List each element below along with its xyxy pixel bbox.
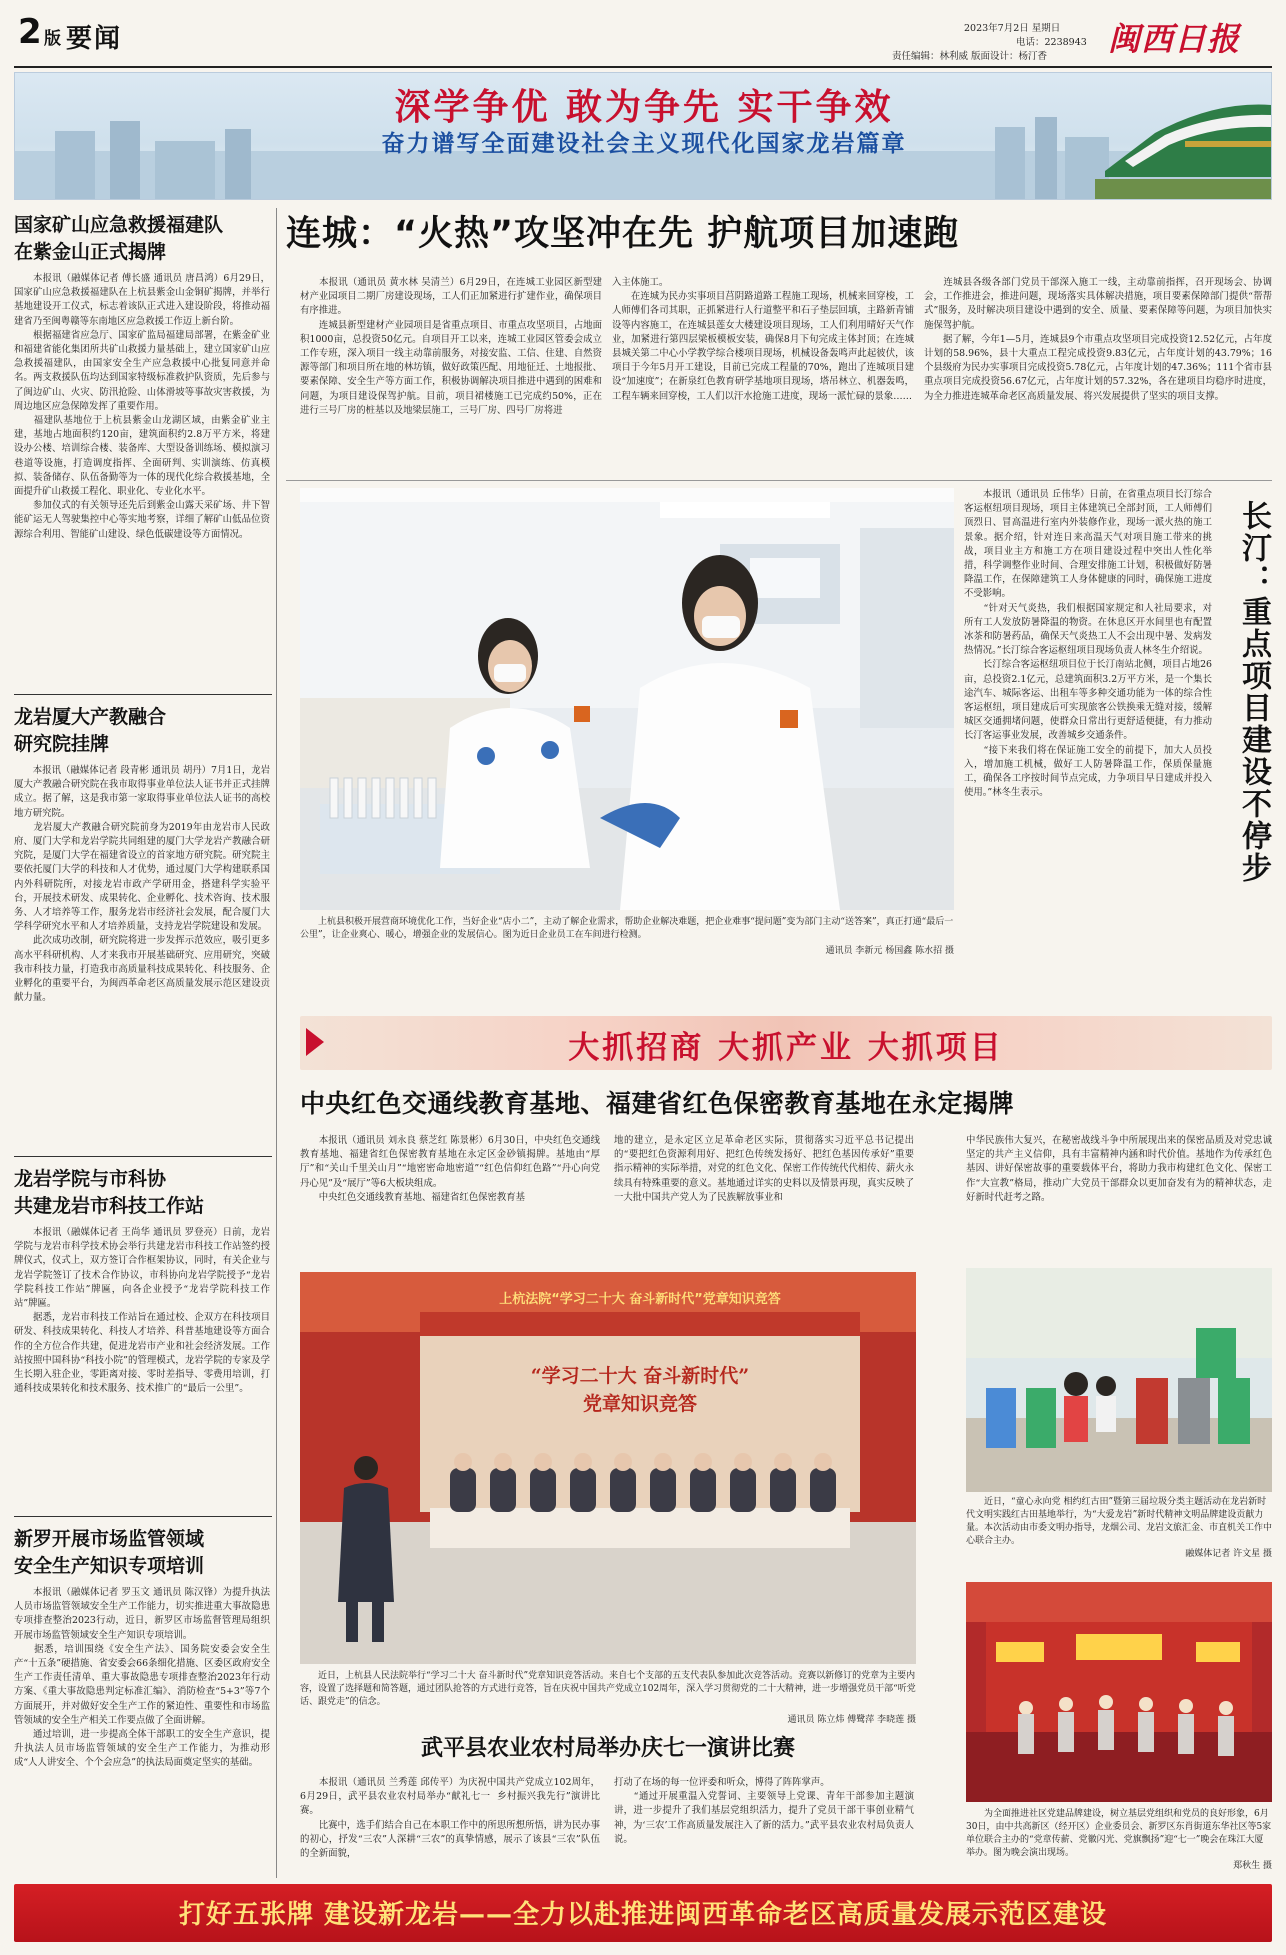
editors: 责任编辑：林利威 版面设计：杨汀香 (892, 51, 1048, 62)
left-divider-2 (14, 1156, 272, 1157)
lead-body-col-2: 入主体施工。 在连城为民办实事项目莒阴路道路工程施工现场，机械来回穿梭，工人师傅们各司其职，正抓紧进行人行道整平和石子垫层回填，主路新青铺设等内容施工，在连城县莲女大楼建设项目现场，工人们利用晴好天气作业，加紧进行第四层梁板模板安装，确保8月下旬完成主体封顶；在连城县城关第二中心小学教学综合楼项目现场，机械设备轰鸣声此起彼伏，该项目于今年5月开工建设，目前已完成工程量的70%，跑出了连城项目建设“加速度”；在新泉红色教育研学基地项目现场，塔吊林立、机器轰鸣，工程车辆来回穿梭，工人们以汗水抢施工进度，现场一派忙碌的景象…… (612, 277, 914, 402)
paper-logo: 闽西日报 (1108, 20, 1241, 58)
garbage-sorting-caption: 近日，“童心永向党 相约红古田”暨第三届垃圾分类主题活动在龙岩新时代文明实践红古田基地举行，为“大爱龙岩”新时代精神文明品牌建设贡献力量。本次活动由市委文明办指导，龙烟公司、龙岩文旅汇金、市直机关工作中心联合主办。 (966, 1497, 1272, 1546)
article-body-safety-training: 本报讯（融媒体记者 罗玉文 通讯员 陈汉锋）为提升执法人员市场监管领域安全生产工作能力，切实推进重大事故隐患专项排查整治2023行动，近日，新罗区市场监督管理局组织开展市场监管领域安全生产知识专项培训。 据悉，培训围绕《安全生产法》、国务院安委会安全生产“十五条”硬措施、省安委会66条细化措施、区委区政府安全生产工作责任清单、重大事故隐患专项排查整治2023年行动方案、《重大事故隐患判定标准汇编》、消防检查“5+3”等7个方面展开，并对做好安全生产工作的紧迫性、重要性和市场监管领域的安全生产相关工作要点做了全面讲解。 通过培训，进一步提高全体干部职工的安全生产意识，提升执法人员市场监管领域的安全生产工作能力，为推动形成“人人讲安全、个个会应急”的执法局面奠定坚实的基础。 (14, 1587, 270, 1769)
page-number: 2 (18, 12, 42, 52)
yongding-body-col-3: 中华民族伟大复兴，在秘密战线斗争中所展现出来的保密品质及对党忠诚坚定的共产主义信仰，具有丰富精神内涵和时代价值。基地作为传承红色基因、讲好保密故事的重要载体平台，将助力我市构建红色文化、保密工作“大宣教”格局，推动广大党员干部群众以更加奋发有为的精神状态，走好新时代赶考之路。 (966, 1135, 1272, 1203)
footer-banner-text: 打好五张牌 建设新龙岩——全力以赴推进闽西革命老区高质量发展示范区建设 (178, 1900, 1108, 1930)
garbage-sorting-credit: 融媒体记者 许文星 摄 (1185, 1549, 1272, 1559)
wuping-body-col-1: 本报讯（通讯员 兰秀莲 邱传平）为庆祝中国共产党成立102周年，6月29日，武平县农业农村局举办“献礼七一 乡村振兴我先行”演讲比赛。 比赛中，选手们结合自己在本职工作中的所思所想所悟，讲为民办事的初心，抒发“三农”人深耕“三农”的真挚情感，展示了该县“三农”队伍的全新面貌， (300, 1777, 600, 1860)
lab-photo (300, 488, 954, 910)
lab-photo-illustration (300, 488, 954, 910)
lab-photo-credit: 通讯员 李新元 杨国鑫 陈水招 摄 (825, 946, 954, 956)
yongding-body-col-1: 本报讯（通讯员 刘永良 蔡芝红 陈景彬）6月30日，中央红色交通线教育基地、福建省红色保密教育基地在永定区金砂镇揭牌。基地由“厚厅”和“关山千里关山月”“地密密命地密道”“红色信仰红色路”“丹心向党丹心见”及“展厅”等6大板块组成。 中央红色交通线教育基地、福建省红色保密教育基 (300, 1135, 600, 1203)
quiz-photo (300, 1272, 916, 1664)
banner-line-2: 奋力谱写全面建设社会主义现代化国家龙岩篇章 (381, 130, 907, 157)
changting-vertical-title: 长汀：重点项目建设不停步 (1236, 500, 1271, 884)
masthead (14, 12, 1276, 64)
phone: 电话：2238943 (1016, 37, 1087, 48)
masthead-rule (14, 66, 1272, 68)
party-evening-photo (966, 1582, 1272, 1802)
lab-photo-caption: 上杭县积极开展营商环境优化工作，当好企业“店小二”，主动了解企业需求，帮助企业解决难题，把企业难事“提问题”变为部门主动“送答案”，真正打通“最后一公里”，让企业爽心、暖心，增强企业的发展信心。图为近日企业员工在车间进行检测。 (300, 917, 954, 940)
lead-headline: 连城：“火热”攻坚冲在先 护航项目加速跑 (286, 214, 960, 254)
left-column-rule (276, 208, 277, 1878)
article-title-safety-training: 新罗开展市场监管领域 安全生产知识专项培训 (14, 1528, 205, 1577)
changting-body: 本报讯（通讯员 丘伟华）日前，在省重点项目长汀综合客运枢纽项目现场，项目主体建筑已全部封顶，工人师傅们顶烈日、冒高温进行室内外装修作业，现场一派火热的施工景象。据介绍，针对连日来高温天气对项目施工带来的挑战，项目业主方和施工方在项目建设过程中突出人性化举措，科学调整作业时间、合理安排施工计划，积极做好防暑降温工作，在保障建筑工人身体健康的同时，确保施工进度不受影响。 “针对天气炎热，我们根据国家规定和人社局要求，对所有工人发放防暑降温的物资。在休息区开水间里也有配置冰茶和防暑药品，确保天气炎热工人不会出现中暑、发病发热情况。”长汀综合客运枢纽项目现场负责人林冬生介绍说。 长汀综合客运枢纽项目位于长汀南站北侧，项目占地26亩，总投资2.1亿元，总建筑面积3.2万平方米，是一个集长途汽车、城际客运、出租车等多种交通功能为一体的综合性客运枢纽，项目建成后可实现旅客公铁换乘无缝对接，缓解城区交通拥堵问题，使群众日常出行更舒适便捷，有力推动长汀客运事业发展，改善城乡交通条件。 “接下来我们将在保证施工安全的前提下，加大人员投入，增加施工机械，做好工人防暑降温工作，保质保量施工，确保各工序按时间节点完成，力争项目早日建成并投入使用。”林冬生表示。 (964, 489, 1212, 799)
left-divider-3 (14, 1516, 272, 1517)
garbage-sorting-photo (966, 1268, 1272, 1492)
article-title-xmu-institute: 龙岩厦大产教融合 研究院挂牌 (14, 706, 167, 755)
quiz-photo-credit: 通讯员 陈立炜 傅鹭萍 李晓莲 摄 (787, 1715, 916, 1725)
lead-body-col-3: 连城县各级各部门党员干部深入施工一线，主动靠前指挥，召开现场会、协调会，工作推进会，推进问题，现场落实具体解决措施，项目要素保障部门提供“帮帮式”服务，及时解决项目建设中遇到的安全、质量、要素保障等问题，为项目加快实施保驾护航。 据了解，今年1—5月，连城县9个市重点攻坚项目完成投资12.52亿元，占年度计划的58.96%，县十大重点工程完成投资9.83亿元，占年度计划的43.79%；16个县级府为民办实事项目完成投资5.78亿元，占年度计划的47.36%；111个省市县重点项目完成投资56.67亿元，占年度计划的57.32%，各在建项目均稳序时进度，为全力推进连城革命老区高质量发展、将兴发展提供了坚实的项目支撑。 (924, 277, 1272, 402)
garbage-sorting-illustration (966, 1268, 1272, 1492)
quiz-screen-title: “学习二十大 奋斗新时代” 党章知识竞答 (530, 1365, 750, 1415)
mid-banner-text: 大抓招商 大抓产业 大抓项目 (568, 1030, 1004, 1066)
mid-banner (300, 1016, 1272, 1070)
lead-divider (286, 480, 1272, 481)
article-body-rescue-team: 本报讯（融媒体记者 傅长盛 通讯员 唐昌鸿）6月29日，国家矿山应急救援福建队在上杭县紫金山金铜矿揭牌，并举行基地建设开工仪式，标志着该队正式进入建设阶段，将推动福建省乃至闽粤赣等东南地区应急救援工作迈上新台阶。 根据福建省应急厅、国家矿监局福建局部署，在紫金矿业和福建省能化集团所共矿山救援力量基础上，建立国家矿山应急救援福建队，由国家安全生产应急救援中心批复同意并命名。两支救援队伍均达到国家特级标准救护队资质，先后参与了闽边矿山、火灾、防汛抢险、山体滑坡等事故灾害救援，为周边地区应急保障发挥了重要作用。 福建队基地位于上杭县紫金山龙湖区域，由紫金矿业主建，基地占地面积约120亩，建筑面积约2.8万平方米，将建设办公楼、培训综合楼、装备库、大型设备训练场、模拟演习巷道等设施，打造调度指挥、全面研判、实训演练、仿真模拟、装备储存、队伍备勤等为一体的现代化综合救援基地，全面提升矿山救援工程化、职业化、专业化水平。 参加仪式的有关领导还先后到紫金山露天采矿场、井下智能矿运无人驾驶集控中心等实地考察，详细了解矿山低品位资源综合利用、智能矿山建设、绿色低碳建设等方面情况。 (14, 273, 270, 540)
top-banner (14, 72, 1272, 200)
banner-line-1: 深学争优 敢为争先 实干争效 (394, 87, 894, 128)
article-title-science-station: 龙岩学院与市科协 共建龙岩市科技工作站 (14, 1168, 205, 1217)
yongding-headline: 中央红色交通线教育基地、福建省红色保密教育基地在永定揭牌 (300, 1089, 1015, 1118)
issue-date: 2023年7月2日 星期日 (964, 23, 1061, 34)
article-title-rescue-team: 国家矿山应急救援福建队 在紫金山正式揭牌 (14, 214, 224, 263)
left-divider-1 (14, 694, 272, 695)
quiz-photo-caption: 近日，上杭县人民法院举行“学习二十大 奋斗新时代”党章知识竞答活动。来自七个支部的五支代表队参加此次竞答活动。竞赛以新修订的党章为主要内容，设置了选择题和简答题，通过团队抢答的方式进行竞答，旨在庆祝中国共产党成立102周年，深入学习贯彻党的二十大精神，进一步增强党员干部“听党话、跟党走”的信念。 (300, 1671, 916, 1707)
page-number-label: 版 (44, 29, 61, 49)
party-evening-credit: 郑秋生 摄 (1233, 1861, 1272, 1871)
yongding-body-col-2: 地的建立，是永定区立足革命老区实际，贯彻落实习近平总书记提出的“要把红色资源利用好、把红色传统发扬好、把红色基因传承好”重要指示精神的实际举措，对党的红色文化、保密工作传统代代相传、薪火永续具有特殊重要的意义。基地通过详实的史料以及情景再现，真实反映了一大批中国共产党人为了民族解放事业和 (614, 1135, 914, 1203)
article-body-science-station: 本报讯（融媒体记者 王尚华 通讯员 罗登亮）日前，龙岩学院与龙岩市科学技术协会举行共建龙岩市科技工作站签约授牌仪式，仪式上，双方签订合作框架协议，同时，有关企业与龙岩学院签订了技术合作协议，市科协向龙岩学院授予“龙岩学院科技工作站”牌匾，向各企业授予“龙岩学院科技工作站”牌匾。 据悉，龙岩市科技工作站旨在通过校、企双方在科技项目研发、科技成果转化、科技人才培养、科普基地建设等方面合作的全方位合作共建，促进龙岩市产业和社会经济发展。工作站按照中国科协“科技小院”的管理模式，龙岩学院的专家及学生长期入驻企业，零距离对接、零时差指导、零费用培训，打通科技成果转化和技术服务、技术推广的“最后一公里”。 (14, 1227, 270, 1395)
article-body-xmu-institute: 本报讯（融媒体记者 段青彬 通讯员 胡丹）7月1日，龙岩厦大产教融合研究院在我市取得事业单位法人证书并正式挂牌成立。据了解，这是我市第一家取得事业单位法人证书的高校地方研究院。 龙岩厦大产教融合研究院前身为2019年由龙岩市人民政府、厦门大学和龙岩学院共同组建的厦门大学龙岩产教融合研究院，是厦门大学在福建省设立的首家地方研究院。研究院主要依托厦门大学的科技和人才优势，通过厦门大学构建联系国内外科研院所，对接龙岩市政产学研用金，搭建科学实验平台，开展技术研发、成果转化、企业孵化、技术咨询、技术服务、人才培养等工作，服务龙岩市经济社会发展，配合厦门大学科学研究水平和人才培养质量，支持龙岩学院建设和发展。 此次成功改制，研究院将进一步发挥示范效应，吸引更多高水平科研机构、人才来我市开展基础研究、应用研究，突破我市科技力量，打造我市高质量科技成果转化、科技服务、企业孵化的重要平台，为闽西革命老区高质量发展示范区建设贡献力量。 (14, 765, 270, 1004)
lead-body-col-1: 本报讯（通讯员 黄水林 吴清兰）6月29日，在连城工业园区新型建材产业园项目二期厂房建设现场，工人们正加紧进行扩建作业，确保项目有序推进。 连城县新型建材产业园项目是省重点项目、市重点攻坚项目，占地面积1000亩，总投资50亿元。自项目开工以来，连城工业园区管委会成立工作专班，深入项目一线主动靠前服务，对接安监、工信、住建、自然资源等部门和项目所在地的林坊镇，做好政策匹配、用地征迁、土地报批、要素保障、安全生产等方面工作，积极协调解决项目推进中遇到的困难和问题，为项目建设保驾护航。目前，项目裙楼施工已完成约50%，正在进行三号厂房的桩基以及地梁层施工，三号厂房、四号厂房将进 (300, 277, 602, 416)
party-evening-illustration (966, 1582, 1272, 1802)
wuping-body-col-2: 打动了在场的每一位评委和听众，博得了阵阵掌声。 “通过开展重温入党誓词、主要领导上党课、青年干部参加主题演讲，进一步提升了我们基层党组织活力，提升了党员干部干事创业精气神，为‘三农’工作高质量发展注入了新的活力。”武平县农业农村局负责人说。 (614, 1777, 914, 1845)
footer-banner (14, 1884, 1272, 1942)
quiz-photo-illustration (300, 1272, 916, 1664)
quiz-screen-top-line: 上杭法院“学习二十大 奋斗新时代”党章知识竞答 (499, 1292, 781, 1307)
party-evening-caption: 为全面推进社区党建品牌建设，树立基层党组织和党员的良好形象，6月30日，由中共高新区（经开区）企业委员会、新罗区东肖街道东华社区等5家单位联合主办的“党章传薪、党徽闪光、党旗飘扬”迎“七一”晚会在珠江大厦举办。图为晚会演出现场。 (966, 1809, 1272, 1858)
section-name: 要闻 (66, 24, 123, 54)
wuping-headline: 武平县农业农村局举办庆七一演讲比赛 (420, 1735, 795, 1761)
